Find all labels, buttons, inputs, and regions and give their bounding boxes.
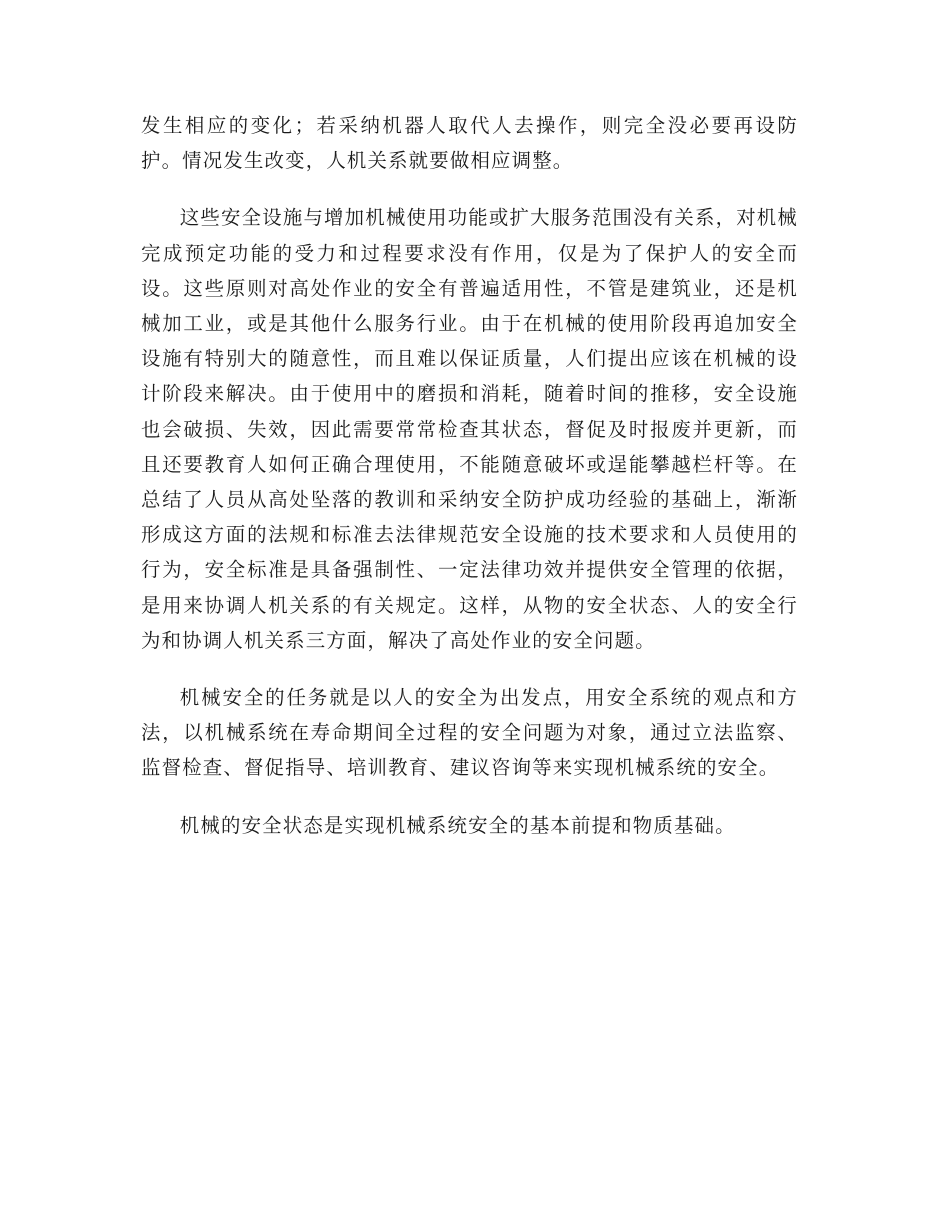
paragraph-safety-state: 机械的安全状态是实现机械系统安全的基本前提和物质基础。 (179, 813, 736, 837)
paragraph-safety-facilities: 这些安全设施与增加机械使用功能或扩大服务范围没有关系，对机械完成预定功能的受力和过程要求没有作用，仅是为了保护人的安全而设。这些原则对高处作业的安全有普遍适用性，不管是建筑业，还是机械加工业，或是其他什么服务行业。由于在机械的使用阶段再追加安全设施有特别大的随意性，而且难以保证质量，人们提出应该在机械的设计阶段来解决。由于使用中的磨损和消耗，随着时间的推移，安全设施也会破损、失效，因此需要常常检查其状态，督促及时报废并更新，而且还要教育人如何正确合理使用，不能随意破坏或逞能攀越栏杆等。在总结了人员从高处坠落的教训和采纳安全防护成功经验的基础上，渐渐形成这方面的法规和标准去法律规范安全设施的技术要求和人员使用的行为，安全标准是具备强制性、一定法律功效并提供安全管理的依据，是用来协调人机关系的有关规定。这样，从物的安全状态、人的安全行为和协调人机关系三方面，解决了高处作业的安全问题。 (141, 206, 798, 652)
paragraph-continuation: 发生相应的变化；若采纳机器人取代人去操作，则完全没必要再设防护。情况发生改变，人机关系就要做相应调整。 (141, 114, 798, 173)
paragraph-machine-safety-task: 机械安全的任务就是以人的安全为出发点，用安全系统的观点和方法，以机械系统在寿命期间全过程的安全问题为对象，通过立法监察、监督检查、督促指导、培训教育、建议咨询等来实现机械系统的安全。 (141, 686, 798, 780)
document-body (141, 108, 798, 865)
